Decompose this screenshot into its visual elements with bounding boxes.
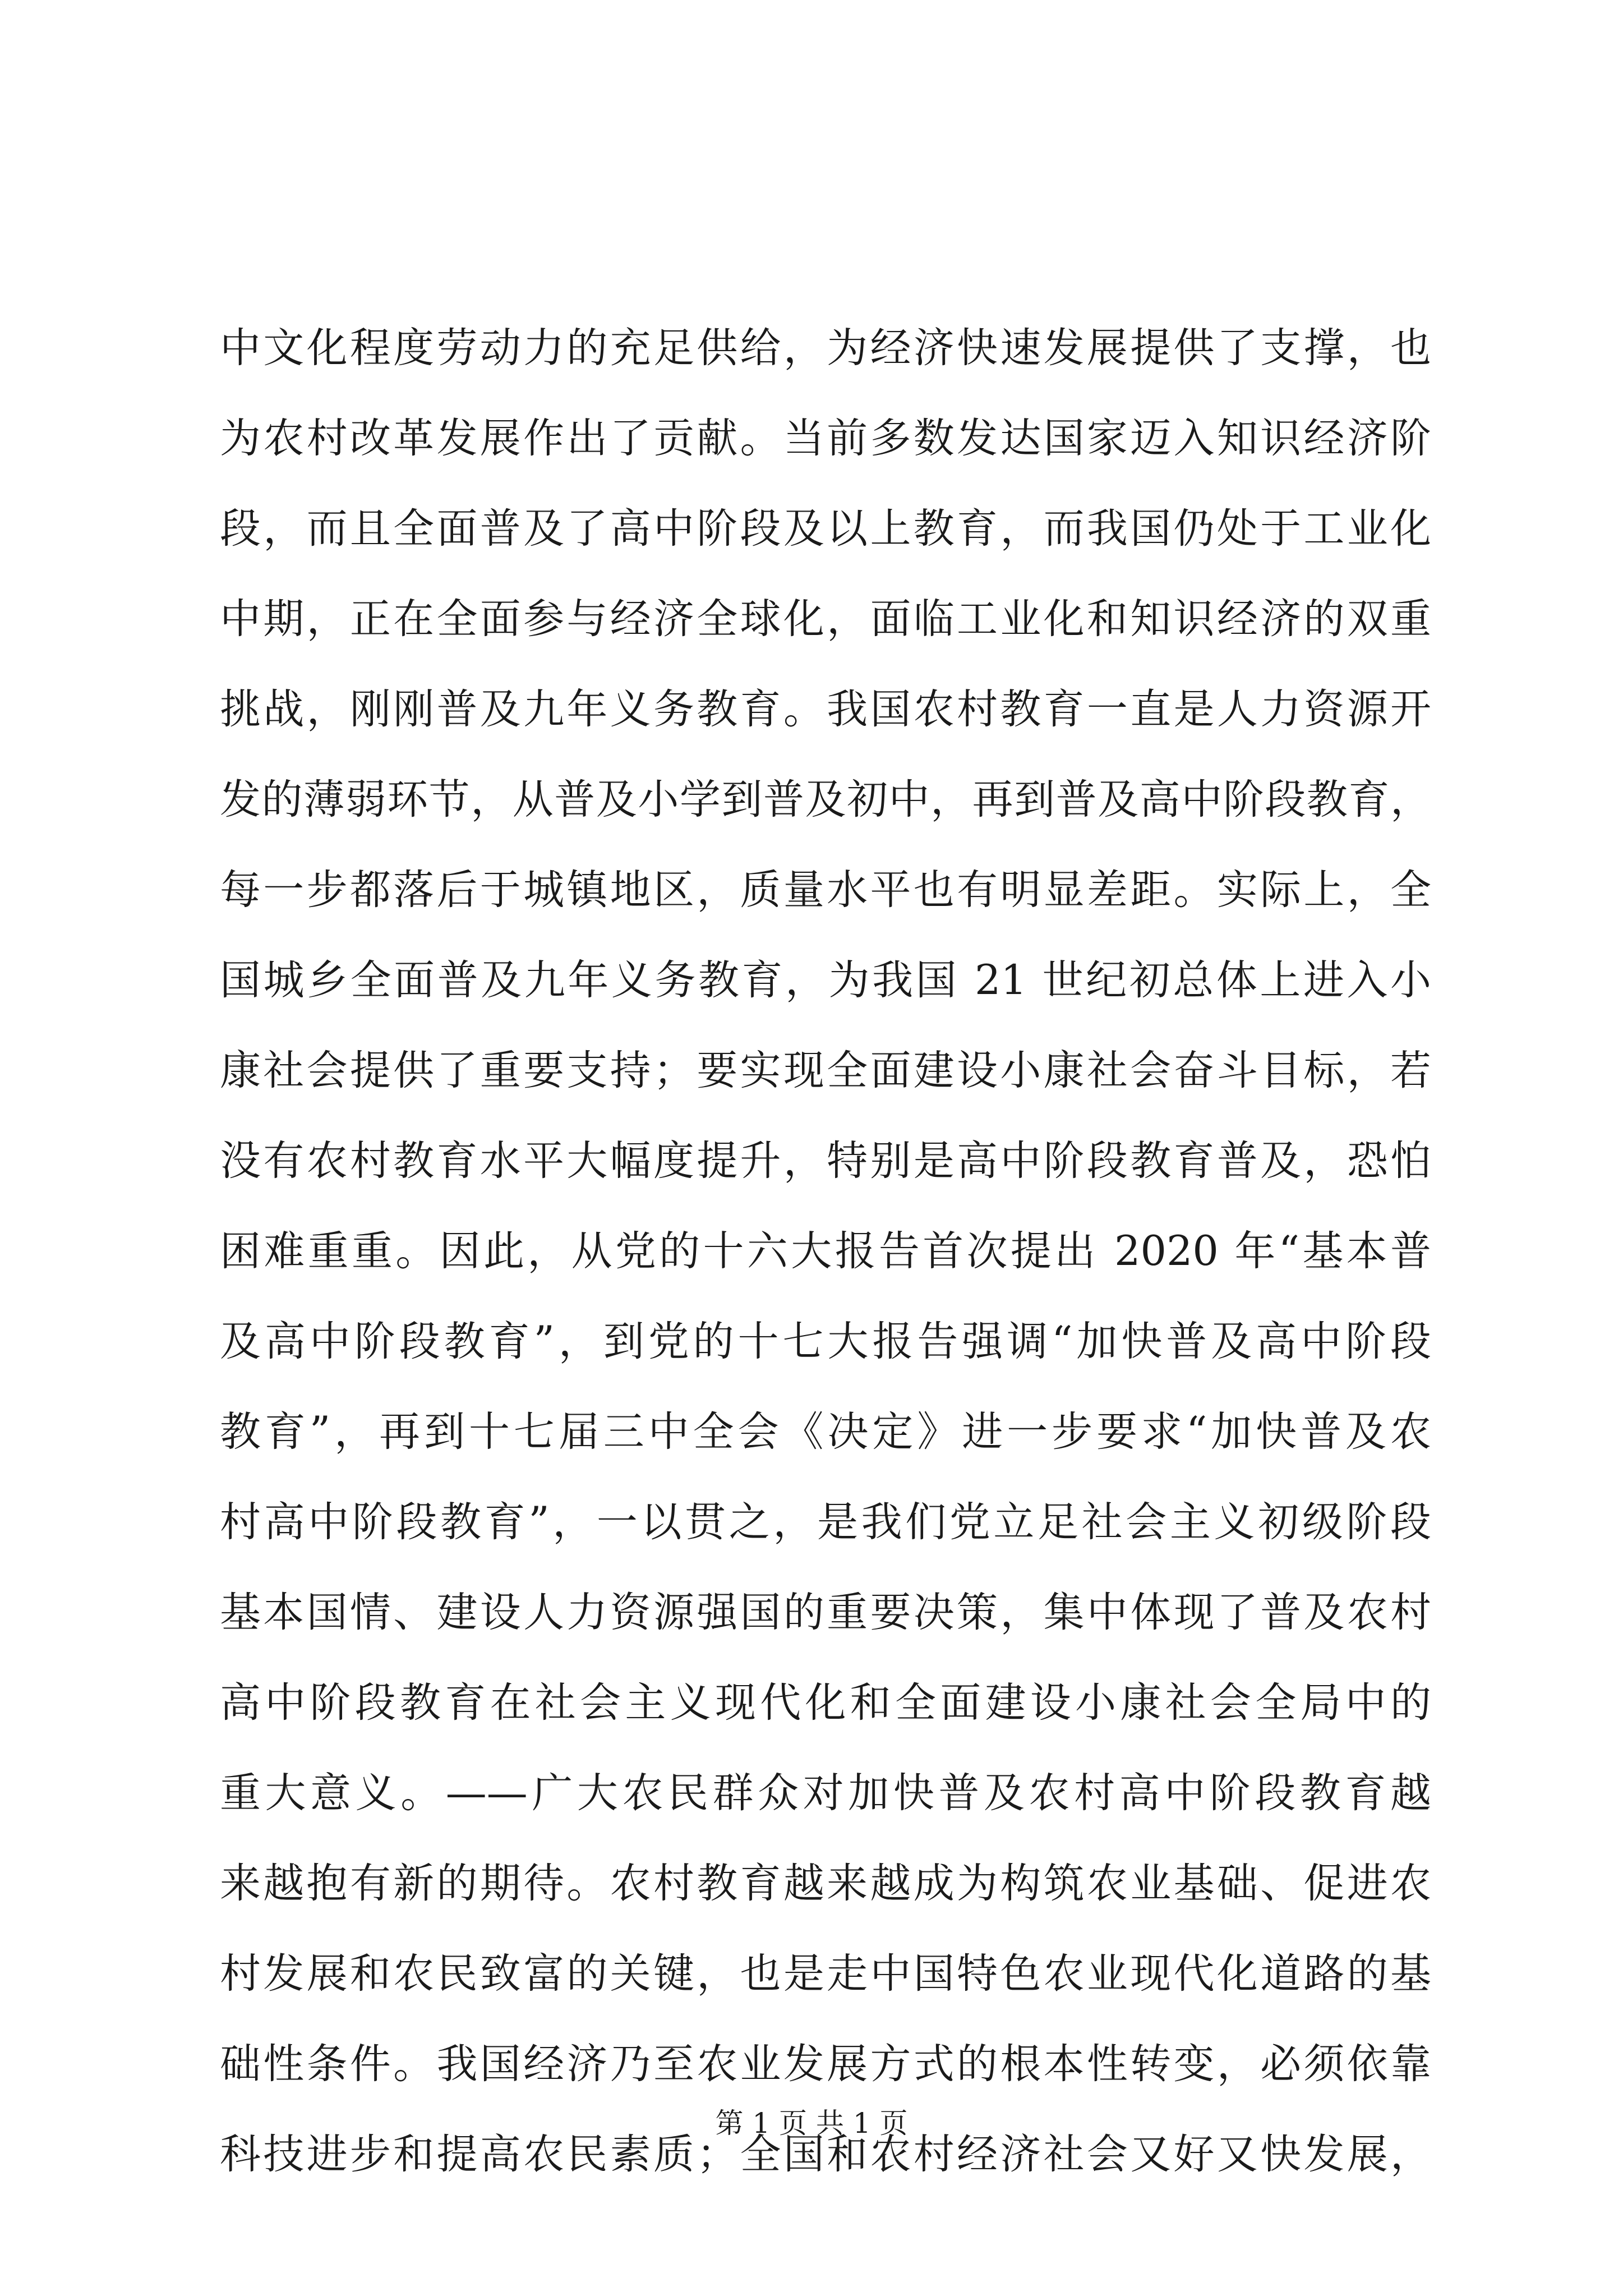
text-line: 村发展和农民致富的关键，也是走中国特色农业现代化道路的基 [220,1950,1431,1998]
text-line: 基本国情、建设人力资源强国的重要决策，集中体现了普及农村 [220,1589,1431,1636]
text-line: 发的薄弱环节，从普及小学到普及初中，再到普及高中阶段教育， [220,776,1431,823]
text-line: 中期，正在全面参与经济全球化，面临工业化和知识经济的双重 [220,595,1431,643]
text-line: 教育”，再到十七届三中全会《决定》进一步要求“加快普及农 [220,1408,1431,1456]
text-line: 国城乡全面普及九年义务教育，为我国 21 世纪初总体上进入小 [220,956,1431,1004]
text-line: 高中阶段教育在社会主义现代化和全面建设小康社会全局中的 [220,1679,1431,1727]
text-line: 中文化程度劳动力的充足供给，为经济快速发展提供了支撑，也 [220,324,1431,372]
text-line: 困难重重。因此，从党的十六大报告首次提出 2020 年“基本普 [220,1227,1431,1275]
text-line: 来越抱有新的期待。农村教育越来越成为构筑农业基础、促进农 [220,1860,1431,1907]
text-line: 为农村改革发展作出了贡献。当前多数发达国家迈入知识经济阶 [220,415,1431,462]
text-line: 重大意义。——广大农民群众对加快普及农村高中阶段教育越 [220,1769,1431,1817]
page-footer [0,2101,1623,2146]
text-line: 村高中阶段教育”，一以贯之，是我们党立足社会主义初级阶段 [220,1498,1431,1546]
text-line: 没有农村教育水平大幅度提升，特别是高中阶段教育普及，恐怕 [220,1137,1431,1185]
page-number-label: 第 1 页 共 1 页 [715,2107,908,2139]
text-line: 础性条件。我国经济乃至农业发展方式的根本性转变，必须依靠 [220,2040,1431,2088]
text-line: 每一步都落后于城镇地区，质量水平也有明显差距。实际上，全 [220,866,1431,914]
text-line: 段，而且全面普及了高中阶段及以上教育，而我国仍处于工业化 [220,505,1431,553]
text-line: 及高中阶段教育”，到党的十七大报告强调“加快普及高中阶段 [220,1318,1431,1365]
text-line: 挑战，刚刚普及九年义务教育。我国农村教育一直是人力资源开 [220,685,1431,733]
text-line: 科技进步和提高农民素质；全国和农村经济社会又好又快发展， [220,2131,1431,2178]
text-line: 康社会提供了重要支持；要实现全面建设小康社会奋斗目标，若 [220,1047,1431,1094]
body-text [220,303,1431,2200]
